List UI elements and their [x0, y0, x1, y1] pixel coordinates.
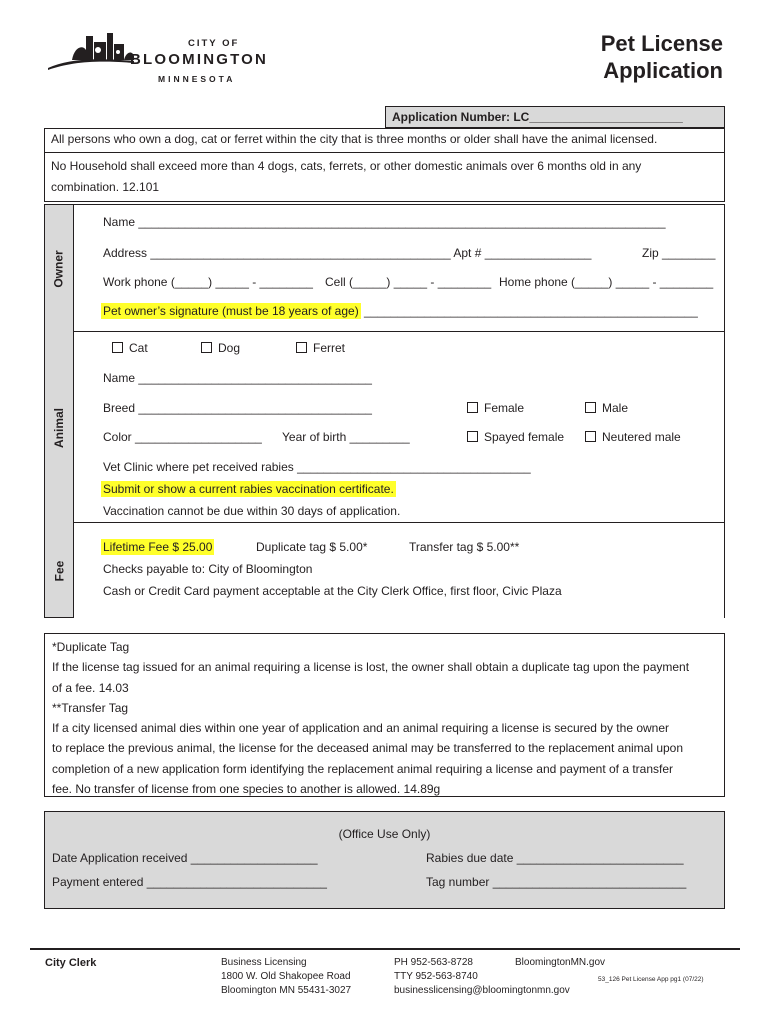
application-number-field[interactable]: Application Number: LC_______________________ — [385, 106, 725, 128]
page-title — [601, 30, 723, 84]
checks-payable-note: Checks payable to: City of Bloomington — [103, 562, 313, 576]
intro-household-line-2: combination. 12.101 — [51, 180, 160, 194]
cat-label: Cat — [129, 341, 148, 355]
owner-label-text: Owner — [52, 249, 66, 288]
logo-city-name: BLOOMINGTON — [130, 51, 269, 68]
checkbox-icon[interactable] — [585, 431, 596, 442]
lifetime-fee-text: Lifetime Fee $ 25.00 — [103, 540, 213, 554]
male-label: Male — [602, 401, 629, 415]
checkbox-icon[interactable] — [585, 402, 596, 413]
checkbox-icon[interactable] — [467, 402, 478, 413]
tag-notes — [44, 633, 725, 797]
city-skyline-icon — [46, 30, 136, 72]
footer-email-link[interactable]: businesslicensing@bloomingtonmn.gov — [394, 985, 570, 996]
neutered-male-checkbox[interactable] — [585, 430, 681, 444]
tag-number-field[interactable]: Tag number _____________________________ — [426, 875, 687, 889]
ferret-checkbox[interactable] — [296, 341, 345, 355]
owner-zip-field[interactable]: Zip ________ — [642, 246, 716, 260]
transfer-tag-fee: Transfer tag $ 5.00** — [409, 540, 520, 554]
transfer-tag-text-2: to replace the previous animal, the license for the deceased animal may be transferred to the replacement animal upon — [52, 741, 684, 756]
neutered-label: Neutered male — [602, 430, 681, 444]
title-line-1: Pet License — [600, 31, 723, 56]
animal-color-field[interactable]: Color ___________________ — [103, 430, 262, 444]
intro-household-line-1: No Household shall exceed more than 4 dogs, cats, ferrets, or other domestic animals over 6 months old in any — [51, 159, 642, 173]
owner-name-field[interactable]: Name _______________________________________________________________________________ — [103, 215, 666, 229]
fee-section — [73, 523, 724, 618]
footer-tty: TTY 952-563-8740 — [394, 971, 478, 982]
vaccination-note: Vaccination cannot be due within 30 days of application. — [103, 504, 401, 518]
owner-section-label — [45, 205, 73, 332]
duplicate-tag-fee: Duplicate tag $ 5.00* — [256, 540, 368, 554]
male-checkbox[interactable] — [585, 401, 628, 415]
checkbox-icon[interactable] — [467, 431, 478, 442]
female-label: Female — [484, 401, 525, 415]
checkbox-icon[interactable] — [201, 342, 212, 353]
animal-label-text: Animal — [52, 407, 67, 448]
payment-location-note: Cash or Credit Card payment acceptable at the City Clerk Office, first floor, Civic Plaza — [103, 584, 562, 598]
office-use-title: (Office Use Only) — [338, 827, 431, 841]
dog-label: Dog — [218, 341, 241, 355]
checkbox-icon[interactable] — [112, 342, 123, 353]
animal-year-of-birth-field[interactable]: Year of birth _________ — [282, 430, 410, 444]
logo-city-of: CITY OF — [188, 38, 240, 49]
title-line-2: Application — [603, 58, 723, 83]
spayed-label: Spayed female — [484, 430, 565, 444]
transfer-tag-title: **Transfer Tag — [52, 700, 129, 715]
rabies-due-field[interactable]: Rabies due date _________________________ — [426, 851, 684, 865]
city-logo — [46, 30, 276, 100]
transfer-tag-text-1: If a city licensed animal dies within one year of application and an animal requiring a license is secured by the owner — [52, 721, 670, 736]
ferret-label: Ferret — [313, 341, 346, 355]
animal-section-label — [45, 332, 73, 523]
fee-section-label — [45, 523, 73, 618]
female-checkbox[interactable] — [467, 401, 524, 415]
rabies-note-text: Submit or show a current rabies vaccination certificate. — [103, 482, 394, 496]
cat-checkbox[interactable] — [112, 341, 148, 355]
duplicate-tag-text-1: If the license tag issued for an animal requiring a license is lost, the owner shall obtain a duplicate tag upon the payment — [52, 660, 690, 675]
date-received-field[interactable]: Date Application received ___________________ — [52, 851, 318, 865]
fee-label-text: Fee — [52, 560, 66, 581]
intro-license-requirement: All persons who own a dog, cat or ferret within the city that is three months or older shall have the animal licensed. — [45, 129, 724, 153]
animal-breed-field[interactable]: Breed ___________________________________ — [103, 401, 372, 415]
logo-state: MINNESOTA — [158, 74, 236, 84]
footer-form-id: 53_126 Pet License App pg1 (07/22) — [598, 976, 704, 983]
animal-section — [73, 332, 724, 523]
application-form — [44, 204, 725, 618]
checkbox-icon[interactable] — [296, 342, 307, 353]
owner-signature-field[interactable] — [101, 304, 698, 318]
duplicate-tag-text-2: of a fee. 14.03 — [52, 680, 129, 695]
footer-phone: PH 952-563-8728 — [394, 957, 473, 968]
owner-cell-field[interactable]: Cell (_____) _____ - ________ — [325, 275, 492, 289]
spayed-female-checkbox[interactable] — [467, 430, 564, 444]
transfer-tag-text-4: fee. No transfer of license from one species to another is allowed. 14.89g — [52, 782, 441, 797]
owner-section — [73, 205, 724, 332]
transfer-tag-text-3: completion of a new application form identifying the replacement animal requiring a license and payment of a transfer — [52, 761, 674, 776]
animal-name-field[interactable]: Name ___________________________________ — [103, 371, 372, 385]
duplicate-tag-title: *Duplicate Tag — [52, 640, 130, 654]
intro-box — [44, 128, 725, 202]
vet-clinic-field[interactable]: Vet Clinic where pet received rabies ___________________________________ — [103, 460, 531, 474]
office-use-box — [44, 811, 725, 909]
footer-website-link[interactable]: BloomingtonMN.gov — [515, 957, 606, 968]
lifetime-fee — [101, 540, 214, 554]
dog-checkbox[interactable] — [201, 341, 240, 355]
owner-signature-line[interactable]: __________________________________________________ — [364, 304, 698, 318]
owner-work-phone-field[interactable]: Work phone (_____) _____ - ________ — [103, 275, 313, 289]
payment-entered-field[interactable]: Payment entered ___________________________ — [52, 875, 327, 889]
owner-home-phone-field[interactable]: Home phone (_____) _____ - ________ — [499, 275, 714, 289]
footer-divider — [30, 948, 740, 950]
owner-signature-label: Pet owner’s signature (must be 18 years of age) — [103, 304, 359, 318]
owner-address-field[interactable]: Address _____________________________________________ Apt # ________________ — [103, 246, 592, 260]
footer-address-line-3: Bloomington MN 55431-3027 — [221, 985, 352, 996]
footer-address-line-1: Business Licensing — [221, 957, 307, 968]
footer-address-line-2: 1800 W. Old Shakopee Road — [221, 971, 351, 982]
footer-department: City Clerk — [45, 957, 97, 969]
footer-address — [221, 956, 351, 998]
rabies-certificate-note — [101, 482, 396, 496]
intro-household-limit — [45, 153, 724, 201]
